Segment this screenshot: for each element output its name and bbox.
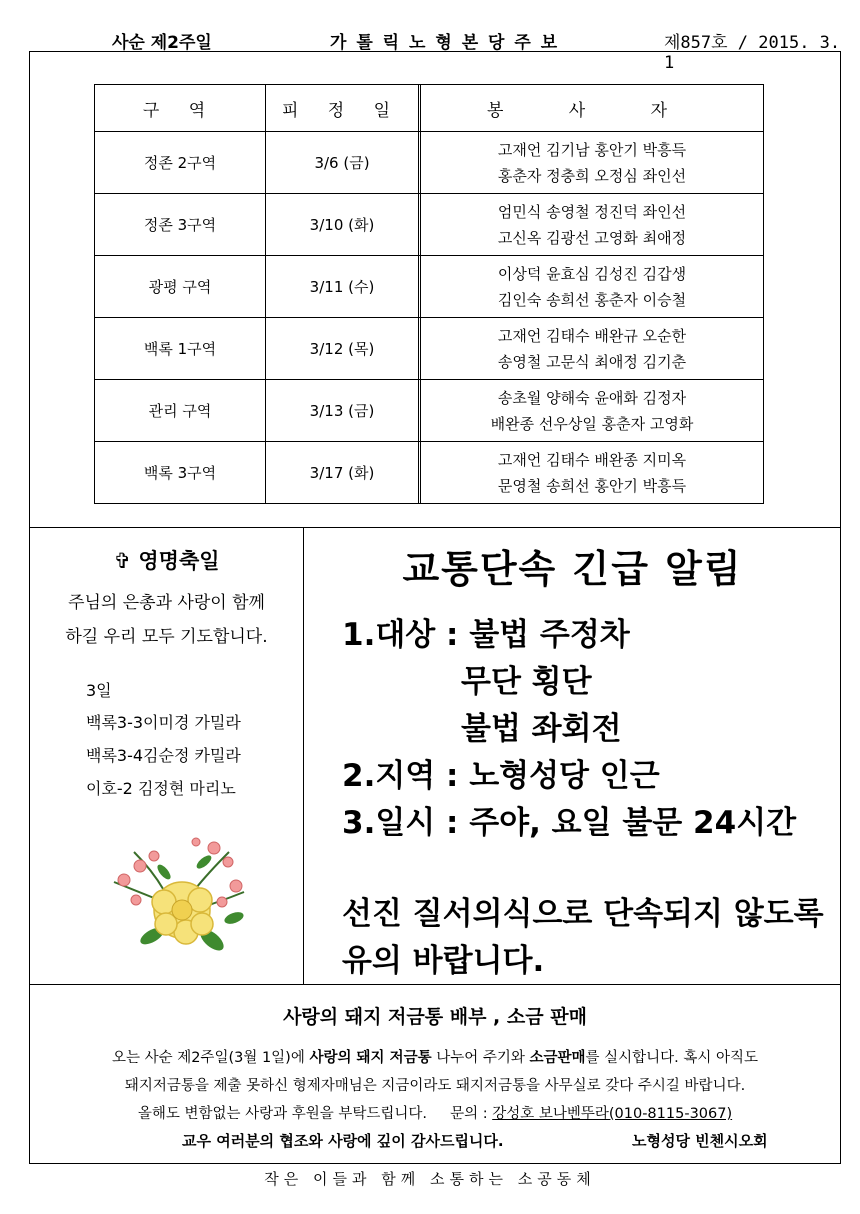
area-cell: 백록 3구역	[95, 442, 266, 504]
volunteers-cell: 고재언 김태수 배완규 오순한 송영철 고문식 최애정 김기춘	[421, 318, 764, 380]
date-cell: 3/11 (수)	[266, 256, 419, 318]
header-sunday: 사순 제2주일	[112, 33, 212, 53]
volunteers-cell: 엄민식 송영철 정진덕 좌인선 고신옥 김광선 고영화 최애정	[421, 194, 764, 256]
thanks-message: 교우 여러분의 협조와 사랑에 깊이 감사드립니다.	[182, 1132, 504, 1150]
area-cell: 광평 구역	[95, 256, 266, 318]
feast-day: 3일	[86, 681, 112, 700]
col-area: 구 역	[95, 85, 266, 132]
area-cell: 정존 3구역	[95, 194, 266, 256]
date-cell: 3/13 (금)	[266, 380, 419, 442]
volunteers-cell: 고재언 김태수 배완종 지미옥 문영철 송희선 홍안기 박흥득	[421, 442, 764, 504]
notice-message-line1: 선진 질서의식으로 단속되지 않도록	[342, 896, 824, 932]
col-volunteers: 봉 사 자	[421, 85, 764, 132]
notice-item-target-2: 무단 횡단	[461, 664, 592, 700]
divider	[29, 984, 841, 985]
volunteers-cell: 이상덕 윤효심 김성진 김갑생 김인숙 송희선 홍춘자 이승철	[421, 256, 764, 318]
feast-title: ✞ 영명축일	[113, 549, 220, 573]
piggy-bank-title: 사랑의 돼지 저금통 배부 , 소금 판매	[283, 1006, 587, 1028]
notice-item-target-3: 불법 좌회전	[461, 711, 622, 747]
divider	[303, 527, 304, 984]
notice-title: 교통단속 긴급 알림	[402, 547, 743, 591]
notice-message-line2: 유의 바랍니다.	[342, 943, 545, 979]
retreat-duty-table	[94, 84, 764, 504]
header-bulletin-title: 가 톨 릭 노 형 본 당 주 보	[330, 33, 560, 53]
volunteers-cell: 고재언 김기남 홍안기 박흥득 홍춘자 정충희 오정심 좌인선	[421, 132, 764, 194]
notice-item-time: 3.일시 : 주야, 요일 불문 24시간	[342, 805, 797, 841]
feast-blessing-line1: 주님의 은총과 사랑이 함께	[68, 593, 265, 613]
piggy-bank-paragraph-line3: 올해도 변함없는 사랑과 후원을 부탁드립니다. 문의 : 강성호 보나벤뚜라(010-8115-3067)	[137, 1106, 733, 1122]
feast-name: 백록3-4김순정 카밀라	[86, 746, 241, 765]
table-row	[95, 256, 764, 318]
date-cell: 3/12 (목)	[266, 318, 419, 380]
area-cell: 관리 구역	[95, 380, 266, 442]
date-cell: 3/17 (화)	[266, 442, 419, 504]
area-cell: 백록 1구역	[95, 318, 266, 380]
col-date: 피 정 일	[266, 85, 419, 132]
table-row	[95, 132, 764, 194]
notice-item-area: 2.지역 : 노형성당 인근	[342, 758, 660, 794]
footer-slogan: 작은 이들과 함께 소통하는 소공동체	[264, 1170, 596, 1188]
volunteers-cell: 송초월 양해숙 윤애화 김정자 배완종 선우상일 홍춘자 고영화	[421, 380, 764, 442]
contact-info: 강성호 보나벤뚜라(010-8115-3067)	[492, 1106, 733, 1122]
feast-name: 이호-2 김정현 마리노	[86, 779, 236, 798]
date-cell: 3/6 (금)	[266, 132, 419, 194]
piggy-bank-paragraph-line2: 돼지저금통을 제출 못하신 형제자매님은 지금이라도 돼지저금통을 사무실로 갖다 주시길 바랍니다.	[124, 1078, 746, 1094]
notice-item-target: 1.대상 : 불법 주정차	[342, 617, 630, 653]
table-row	[95, 442, 764, 504]
feast-blessing-line2: 하길 우리 모두 기도합니다.	[65, 627, 268, 647]
divider	[29, 527, 841, 528]
table-row	[95, 380, 764, 442]
table-header-row	[95, 85, 764, 132]
piggy-bank-paragraph-line1: 오는 사순 제2주일(3월 1일)에 사랑의 돼지 저금통 나누어 주기와 소금판매를 실시합니다. 혹시 아직도	[111, 1050, 759, 1066]
date-cell: 3/10 (화)	[266, 194, 419, 256]
area-cell: 정존 2구역	[95, 132, 266, 194]
organization-name: 노형성당 빈첸시오회	[632, 1132, 768, 1150]
feast-name: 백록3-3이미경 가밀라	[86, 713, 241, 732]
table-row	[95, 318, 764, 380]
header-issue: 제857호 / 2015. 3. 1	[664, 33, 841, 73]
flower-bouquet-illustration	[94, 832, 250, 960]
table-row	[95, 194, 764, 256]
